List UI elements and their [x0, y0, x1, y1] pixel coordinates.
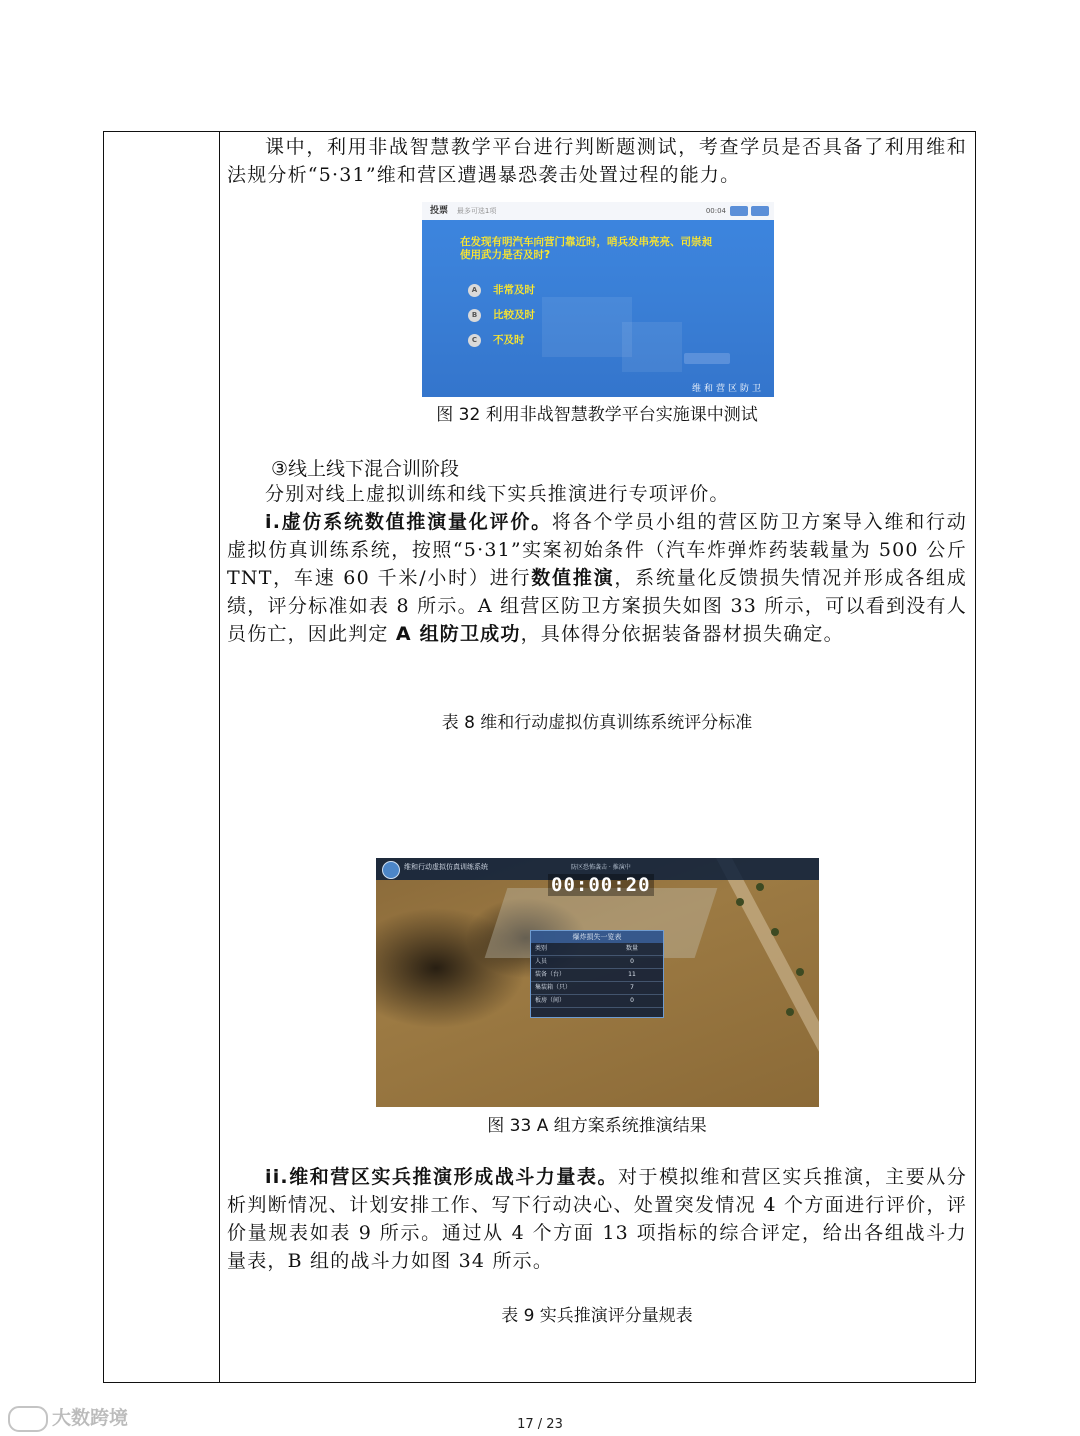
quiz-title: 投票 — [430, 206, 449, 216]
quiz-option-a — [468, 282, 535, 297]
table-row — [531, 969, 663, 982]
figure-32-quiz-screenshot — [422, 202, 774, 397]
table-row — [531, 982, 663, 995]
figure-32-caption: 图 32 利用非战智慧教学平台实施课中测试 — [436, 405, 758, 425]
paragraph-simulation — [227, 508, 967, 648]
watermark-text: 大数跨境 — [52, 1407, 129, 1429]
tree — [756, 883, 764, 891]
field-exercise-text: 对于模拟维和营区实兵推演，主要从分析判断情况、计划安排工作、写下行动决心、处置突发情况 4 个方面进行评价，评价量规表如表 9 所示。通过从 4 个方面 13 项指标的综合评定，给出各组战斗力量表，B 组的战斗力如图 34 所示。 — [227, 1166, 967, 1272]
sim-status: 防区恐怖袭击 · 推演中 — [571, 864, 631, 871]
figure-33-simulation-screenshot — [376, 858, 819, 1107]
paragraph-field-exercise — [227, 1163, 967, 1275]
simulation-bold-2: A 组防卫成功 — [395, 623, 521, 645]
loss-count: 0 — [630, 958, 634, 965]
tree — [796, 968, 804, 976]
simulation-text-3: ，具体得分依据装备器材损失确定。 — [520, 623, 844, 645]
un-logo-icon — [382, 861, 400, 879]
sim-clock: 00:00:20 — [548, 874, 654, 896]
loss-category: 装备（台） — [535, 971, 566, 978]
column-divider — [219, 132, 220, 1382]
quiz-submit-button — [684, 353, 730, 364]
option-a-badge: A — [468, 284, 481, 297]
quiz-timer: 00:04 — [705, 207, 726, 215]
quiz-subtitle: 最多可选1项 — [456, 207, 497, 215]
paragraph-intro: 课中，利用非战智慧教学平台进行判断题测试，考查学员是否具备了利用维和法规分析“5·31”维和营区遭遇暴恐袭击处置过程的能力。 — [227, 136, 967, 186]
option-b-label: 比较及时 — [493, 309, 535, 321]
simulation-text-2: ，系统量化反馈损失情况并形成各组成绩，评分标准如表 8 所示。A 组营区防卫方案损失如图 33 所示，可以看到没有人员伤亡，因此判定 — [227, 567, 967, 645]
tree — [771, 928, 779, 936]
option-c-label: 不及时 — [493, 334, 525, 346]
quiz-question: 在发现有明汽车向营门靠近时，哨兵发串亮亮、司崇昶使用武力是否及时? — [460, 236, 712, 261]
quiz-title-bar — [422, 202, 774, 220]
loss-header-category: 类别 — [535, 945, 548, 952]
option-b-badge: B — [468, 309, 481, 322]
table-9-caption: 表 9 实兵推演评分量规表 — [501, 1306, 693, 1326]
quiz-option-b — [468, 307, 535, 322]
page-number: 17 / 23 — [517, 1417, 563, 1432]
loss-category: 人员 — [535, 958, 548, 965]
loss-count: 0 — [630, 997, 634, 1004]
quiz-pill-1 — [730, 206, 748, 216]
quiz-footer: 维和营区防卫 — [691, 384, 764, 394]
quiz-option-c — [468, 332, 525, 347]
tree — [736, 898, 744, 906]
simulation-lead: i.虚仿系统数值推演量化评价。 — [265, 511, 552, 533]
loss-count: 7 — [630, 984, 634, 991]
quiz-pill-2 — [751, 206, 769, 216]
table-row — [531, 995, 663, 1008]
table-row — [531, 956, 663, 969]
loss-category: 板房（间） — [535, 997, 566, 1004]
option-a-label: 非常及时 — [493, 284, 535, 296]
loss-header-count: 数量 — [625, 945, 638, 952]
loss-header-row — [531, 943, 663, 956]
paragraph-evaluation: 分别对线上虚拟训练和线下实兵推演进行专项评价。 — [265, 483, 730, 505]
loss-panel — [530, 930, 664, 1018]
table-8-caption: 表 8 维和行动虚拟仿真训练系统评分标准 — [441, 713, 753, 733]
tree — [786, 1008, 794, 1016]
loss-category: 集装箱（只） — [535, 984, 572, 991]
loss-count: 11 — [628, 971, 636, 978]
field-exercise-lead: ii.维和营区实兵推演形成战斗力量表。 — [265, 1166, 618, 1188]
section-heading-3: ③线上线下混合训阶段 — [271, 458, 460, 480]
simulation-text-1: 将各个学员小组的营区防卫方案导入维和行动虚拟仿真训练系统，按照“5·31”实案初始条件（汽车炸弹炸药装载量为 500 公斤 TNT，车速 60 千米/小时）进行 — [227, 511, 967, 589]
road — [716, 858, 819, 1107]
sim-system-name: 维和行动虚拟仿真训练系统 — [404, 863, 488, 871]
loss-panel-title: 爆炸损失一览表 — [531, 931, 663, 943]
simulation-bold-1: 数值推演 — [531, 567, 615, 589]
option-c-badge: C — [468, 334, 481, 347]
figure-33-caption: 图 33 A 组方案系统推演结果 — [487, 1116, 707, 1136]
